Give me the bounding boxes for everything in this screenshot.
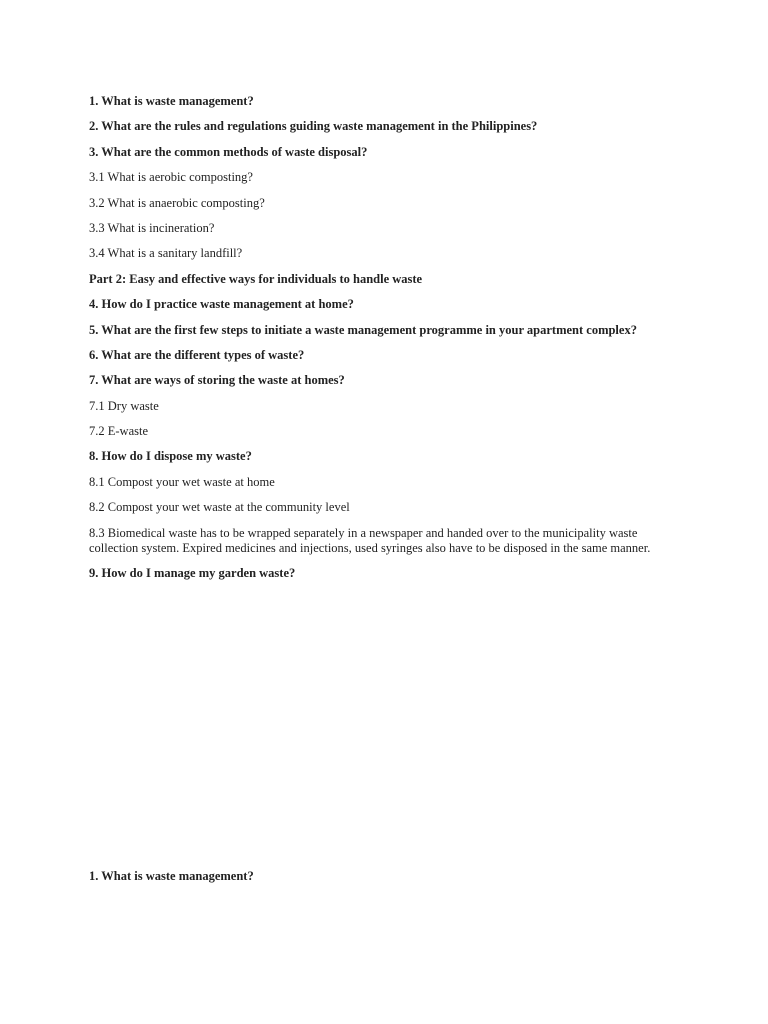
part-2-heading: Part 2: Easy and effective ways for individuals to handle waste: [89, 271, 423, 286]
toc-item-3: 3. What are the common methods of waste disposal?: [89, 144, 368, 159]
toc-item-2: 2. What are the rules and regulations guiding waste management in the Philippines?: [89, 119, 538, 134]
toc-item-5: 5. What are the first few steps to initiate a waste management programme in your apartment complex?: [89, 322, 637, 337]
toc-item-8: 8. How do I dispose my waste?: [89, 449, 252, 464]
toc-item-7-2: 7.2 E-waste: [89, 424, 149, 439]
section-heading-1: 1. What is waste management?: [89, 869, 254, 883]
toc-item-8-3: 8.3 Biomedical waste has to be wrapped separately in a newspaper and handed over to the municipality waste collection system. Expired medicines and injections, used syringes also have to be disposed in the same manner.: [89, 525, 651, 555]
toc-item-1: 1. What is waste management?: [89, 94, 254, 108]
toc-item-3-2: 3.2 What is anaerobic composting?: [89, 195, 265, 210]
toc-item-7-1: 7.1 Dry waste: [89, 398, 159, 413]
toc-item-7: 7. What are ways of storing the waste at homes?: [89, 373, 345, 388]
toc-item-4: 4. How do I practice waste management at home?: [89, 297, 354, 312]
toc-item-9: 9. How do I manage my garden waste?: [89, 566, 296, 581]
toc-item-3-3: 3.3 What is incineration?: [89, 220, 215, 235]
toc-item-3-4: 3.4 What is a sanitary landfill?: [89, 246, 243, 261]
toc-item-8-1: 8.1 Compost your wet waste at home: [89, 474, 275, 489]
toc-item-3-1: 3.1 What is aerobic composting?: [89, 170, 253, 185]
section-heading-block: [89, 869, 679, 894]
toc-item-6: 6. What are the different types of waste?: [89, 347, 305, 362]
document-body: [89, 94, 679, 591]
toc-item-8-2: 8.2 Compost your wet waste at the community level: [89, 500, 350, 515]
